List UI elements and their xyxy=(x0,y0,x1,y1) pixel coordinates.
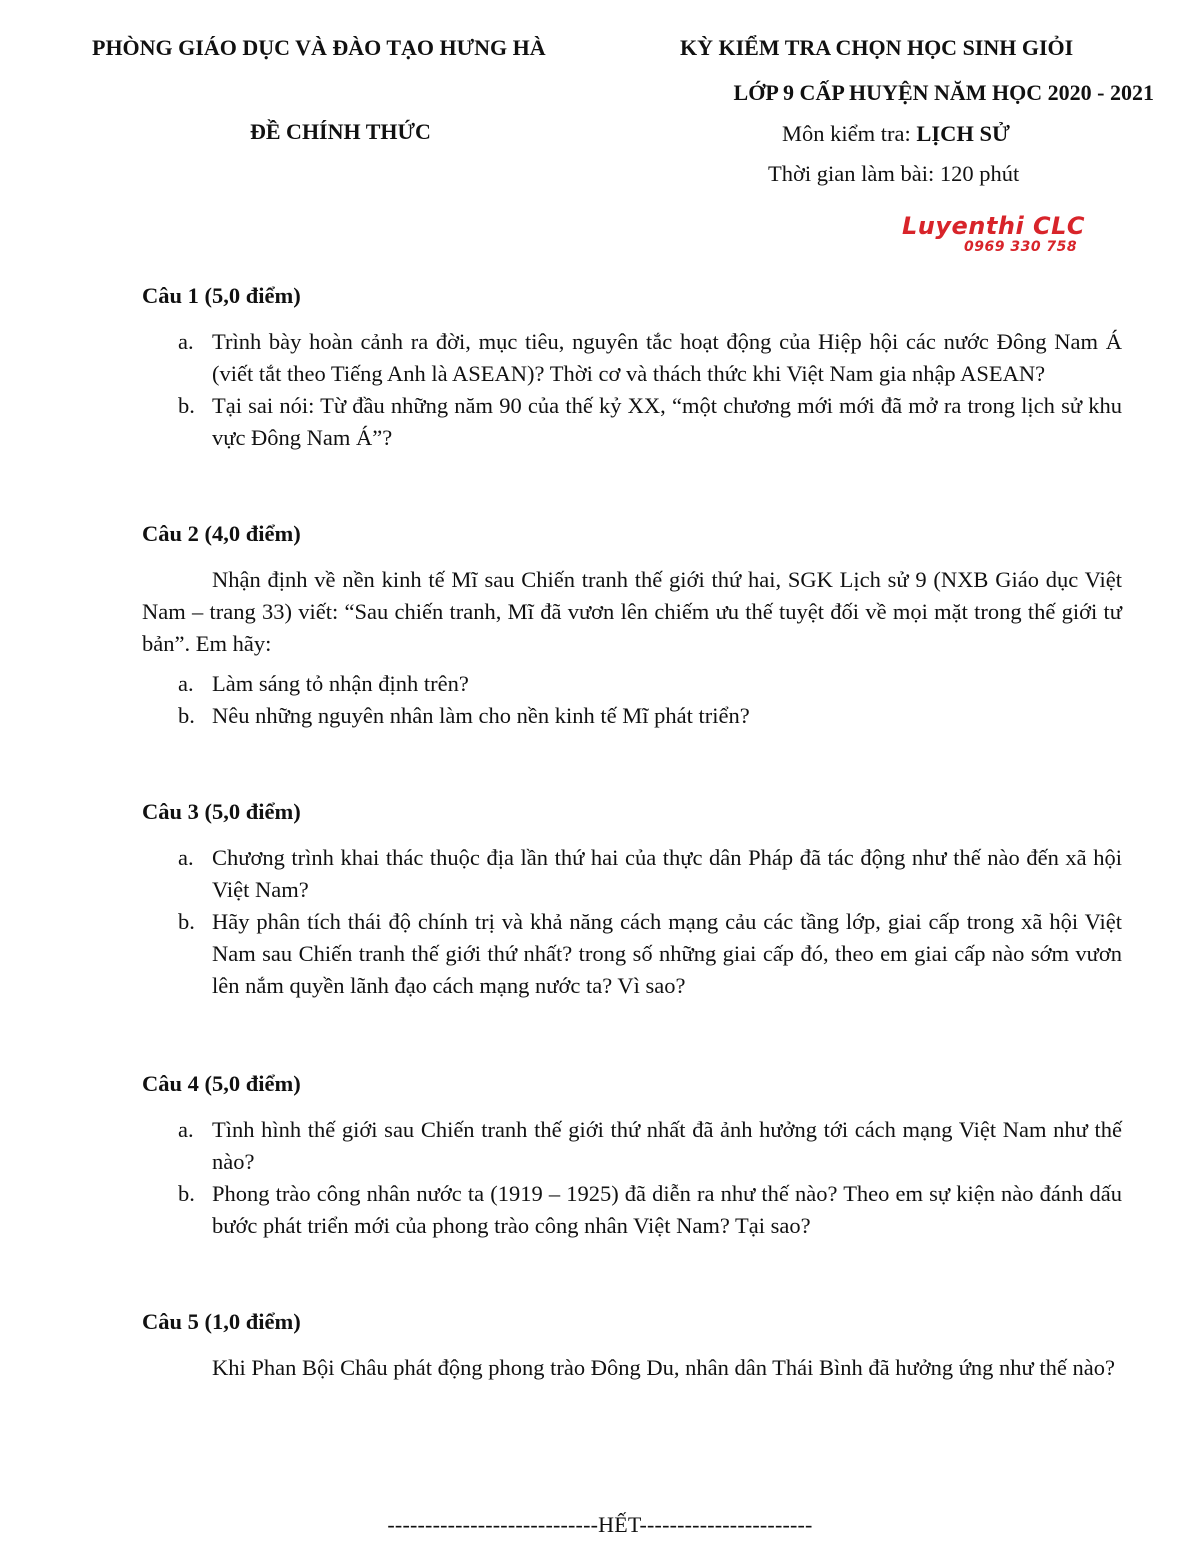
question-title: Câu 5 (1,0 điểm) xyxy=(142,1309,301,1334)
question-title: Câu 4 (5,0 điểm) xyxy=(142,1071,301,1096)
subject-label: Môn kiểm tra: xyxy=(782,121,917,146)
item-text: Hãy phân tích thái độ chính trị và khả năng cách mạng cảu các tầng lớp, giai cấp trong xã hội Việt Nam sau Chiến tranh thế giới thứ nhất? trong số những giai cấp đó, theo em giai cấp nào sớm vươn lên nắm quyền lãnh đạo cách mạng nước ta? Vì sao? xyxy=(212,909,1122,998)
question-items xyxy=(142,668,1122,732)
subject-line xyxy=(640,121,1180,147)
question-2 xyxy=(142,518,1122,732)
question-1 xyxy=(142,280,1122,454)
question-items xyxy=(142,842,1122,1002)
item-letter: a. xyxy=(178,845,194,870)
spacer xyxy=(142,732,1122,796)
exam-title-line2: LỚP 9 CẤP HUYỆN NĂM HỌC 2020 - 2021 xyxy=(733,80,1154,105)
question-item xyxy=(142,390,1122,454)
question-title: Câu 3 (5,0 điểm) xyxy=(142,799,301,824)
end-marker: ----------------------------HẾT----------------------- xyxy=(387,1512,813,1537)
subject-value: LỊCH SỬ xyxy=(916,121,1010,146)
item-text: Phong trào công nhân nước ta (1919 – 1925) đã diễn ra như thế nào? Theo em sự kiện nào đánh dấu bước phát triển mới của phong trào công nhân Việt Nam? Tại sao? xyxy=(212,1181,1122,1238)
item-text: Tình hình thế giới sau Chiến tranh thế giới thứ nhất đã ảnh hưởng tới cách mạng Việt Nam như thế nào? xyxy=(212,1117,1122,1174)
question-item xyxy=(142,842,1122,906)
question-title: Câu 1 (5,0 điểm) xyxy=(142,283,301,308)
item-text: Chương trình khai thác thuộc địa lần thứ hai của thực dân Pháp đã tác động như thế nào đến xã hội Việt Nam? xyxy=(212,845,1122,902)
spacer xyxy=(142,454,1122,518)
header-left xyxy=(92,32,622,145)
question-item xyxy=(142,326,1122,390)
question-intro: Nhận định về nền kinh tế Mĩ sau Chiến tranh thế giới thứ hai, SGK Lịch sử 9 (NXB Giáo dục Việt Nam – trang 33) viết: “Sau chiến tranh, Mĩ đã vươn lên chiếm ưu thế tuyệt đối về mọi mặt trong thế giới tư bản”. Em hãy: xyxy=(142,567,1122,656)
item-letter: b. xyxy=(178,393,195,418)
question-item xyxy=(142,906,1122,1002)
item-text: Tại sai nói: Từ đầu những năm 90 của thế kỷ XX, “một chương mới mới đã mở ra trong lịch sử khu vực Đông Nam Á”? xyxy=(212,393,1122,450)
time-limit: Thời gian làm bài: 120 phút xyxy=(768,161,1020,186)
spacer xyxy=(142,1242,1122,1306)
item-text: Làm sáng tỏ nhận định trên? xyxy=(212,671,469,696)
question-items xyxy=(142,1114,1122,1242)
spacer xyxy=(142,1002,1122,1068)
item-text: Nêu những nguyên nhân làm cho nền kinh tế Mĩ phát triển? xyxy=(212,703,750,728)
question-4 xyxy=(142,1068,1122,1242)
watermark-phone: 0969 330 758 xyxy=(964,239,1078,255)
question-item xyxy=(142,700,1122,732)
item-letter: a. xyxy=(178,329,194,354)
question-items xyxy=(142,326,1122,454)
item-letter: b. xyxy=(178,1181,195,1206)
official-label: ĐỀ CHÍNH THỨC xyxy=(250,119,431,144)
question-5 xyxy=(142,1306,1122,1384)
item-letter: a. xyxy=(178,1117,194,1142)
question-item xyxy=(142,1114,1122,1178)
question-intro: Khi Phan Bội Châu phát động phong trào Đông Du, nhân dân Thái Bình đã hưởng ứng như thế nào? xyxy=(212,1355,1115,1380)
item-letter: a. xyxy=(178,671,194,696)
item-letter: b. xyxy=(178,703,195,728)
exam-questions xyxy=(142,280,1122,1384)
organization-name: PHÒNG GIÁO DỤC VÀ ĐÀO TẠO HƯNG HÀ xyxy=(92,35,546,60)
question-item xyxy=(142,1178,1122,1242)
item-text: Trình bày hoàn cảnh ra đời, mục tiêu, nguyên tắc hoạt động của Hiệp hội các nước Đông Nam Á (viết tắt theo Tiếng Anh là ASEAN)? Thời cơ và thách thức khi Việt Nam gia nhập ASEAN? xyxy=(212,329,1122,386)
exam-title-line1: KỲ KIỂM TRA CHỌN HỌC SINH GIỎI xyxy=(680,35,1074,60)
item-letter: b. xyxy=(178,909,195,934)
question-3 xyxy=(142,796,1122,1002)
watermark-name: Luyenthi CLC xyxy=(902,212,1086,240)
question-title: Câu 2 (4,0 điểm) xyxy=(142,521,301,546)
watermark-logo xyxy=(902,212,1122,262)
header-right xyxy=(640,32,1180,187)
question-item xyxy=(142,668,1122,700)
